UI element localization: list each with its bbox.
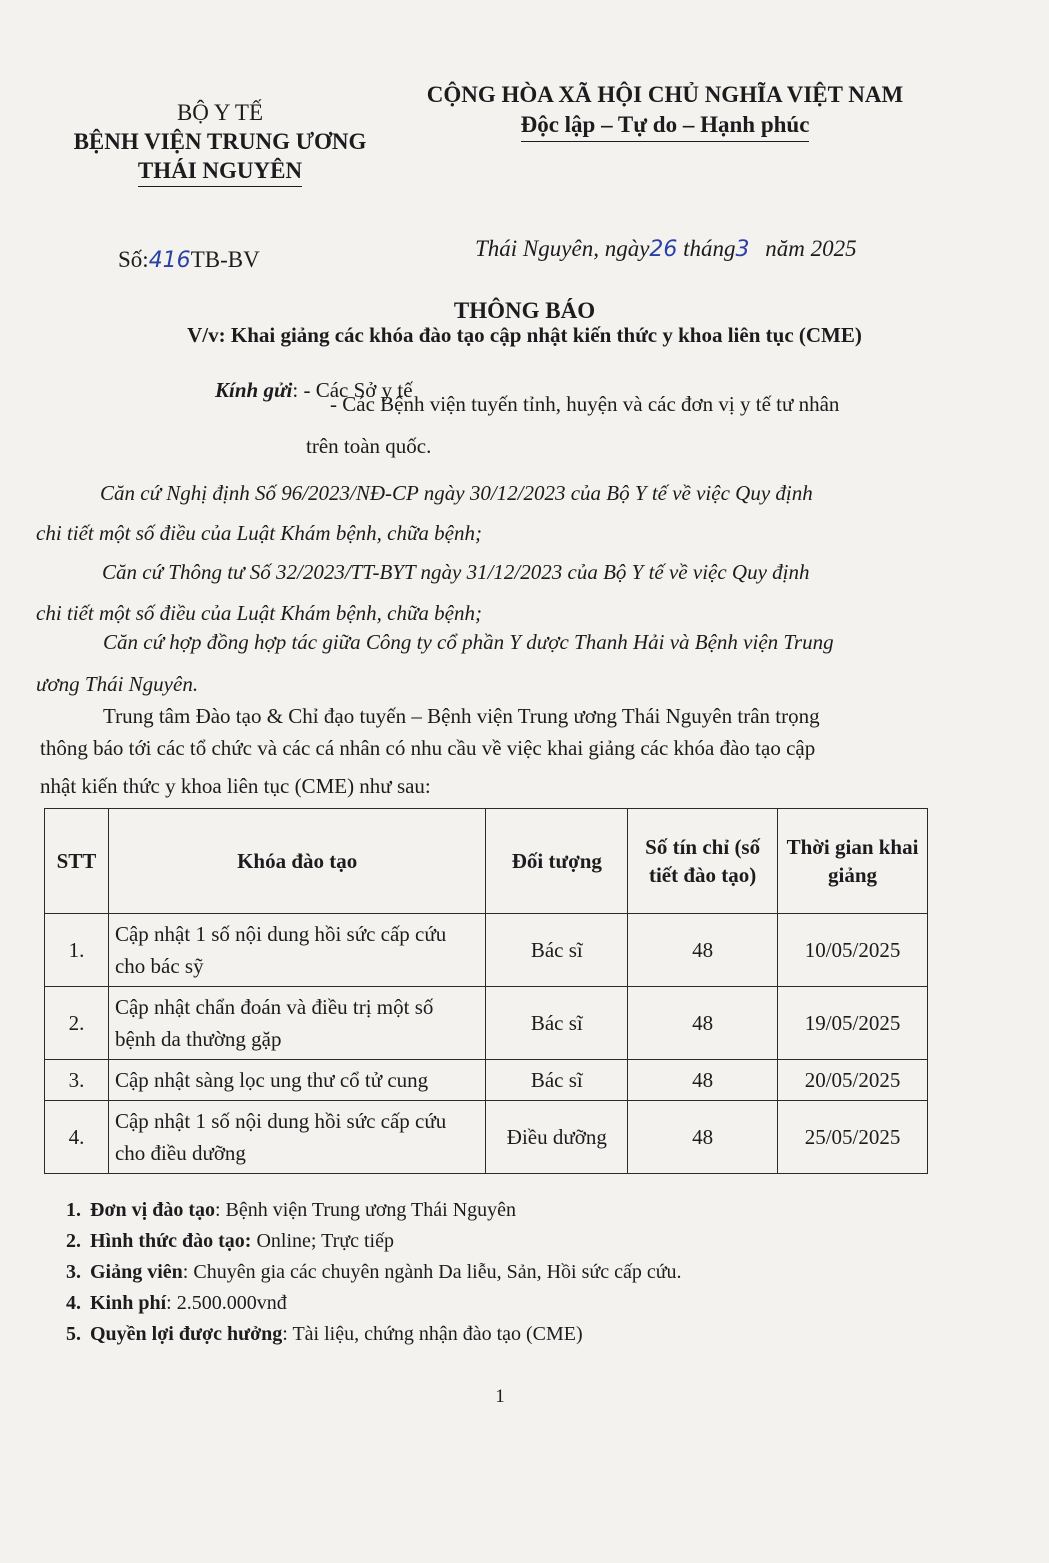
cell-target: Bác sĩ <box>486 914 628 987</box>
cell-start: 19/05/2025 <box>778 987 928 1060</box>
handwritten-number: 416 <box>148 248 191 273</box>
cell-stt: 3. <box>45 1060 109 1101</box>
document-title: THÔNG BÁO <box>453 298 596 323</box>
table-row <box>45 1060 928 1101</box>
info-label: Quyền lợi được hưởng <box>90 1323 283 1345</box>
header-start: Thời gian khai giảng <box>778 809 928 914</box>
page-number: 1 <box>495 1386 505 1407</box>
document-subject: V/v: Khai giảng các khóa đào tạo cập nhật kiến thức y khoa liên tục (CME) <box>187 323 862 347</box>
ministry-name: BỘ Y TẾ <box>176 100 264 125</box>
hospital-name-line1: BỆNH VIỆN TRUNG ƯƠNG <box>73 129 367 154</box>
year-label: năm 2025 <box>765 236 857 261</box>
list-item <box>86 1195 682 1226</box>
cell-stt: 4. <box>45 1101 109 1174</box>
basis-2-line2: chi tiết một số điều của Luật Khám bệnh, chữa bệnh; <box>36 601 482 625</box>
cell-target: Điều dưỡng <box>486 1101 628 1174</box>
basis-3-line1: Căn cứ hợp đồng hợp tác giữa Công ty cổ phần Y dược Thanh Hải và Bệnh viện Trung <box>103 630 834 654</box>
basis-2-line1: Căn cứ Thông tư Số 32/2023/TT-BYT ngày 31/12/2023 của Bộ Y tế về việc Quy định <box>102 560 810 584</box>
cell-start: 25/05/2025 <box>778 1101 928 1174</box>
info-value: : Tài liệu, chứng nhận đào tạo (CME) <box>282 1323 583 1345</box>
header-target: Đối tượng <box>486 809 628 914</box>
info-label: Kinh phí <box>90 1292 167 1314</box>
intro-line1: Trung tâm Đào tạo & Chỉ đạo tuyến – Bệnh viện Trung ương Thái Nguyên trân trọng <box>103 704 820 728</box>
table-row <box>45 987 928 1060</box>
info-value: : Bệnh viện Trung ương Thái Nguyên <box>214 1199 517 1221</box>
cell-course: Cập nhật chẩn đoán và điều trị một số bệnh da thường gặp <box>108 987 485 1060</box>
table-row <box>45 1101 928 1174</box>
info-value: Online; Trực tiếp <box>251 1230 394 1252</box>
header-stt: STT <box>45 809 109 914</box>
list-item <box>86 1288 682 1319</box>
date-place: Thái Nguyên, ngày <box>475 236 650 261</box>
info-label: Đơn vị đào tạo <box>90 1199 215 1221</box>
cell-start: 20/05/2025 <box>778 1060 928 1101</box>
course-info-list <box>52 1195 682 1350</box>
number-prefix: Số: <box>118 247 149 272</box>
cell-credits: 48 <box>628 1060 778 1101</box>
cell-credits: 48 <box>628 1101 778 1174</box>
table-header-row <box>45 809 928 914</box>
national-header <box>405 80 925 142</box>
header-credits: Số tín chỉ (số tiết đào tạo) <box>628 809 778 914</box>
list-item <box>86 1257 682 1288</box>
cell-course: Cập nhật 1 số nội dung hồi sức cấp cứu cho bác sỹ <box>108 914 485 987</box>
cell-target: Bác sĩ <box>486 1060 628 1101</box>
recipient-3: trên toàn quốc. <box>306 434 432 458</box>
list-item <box>86 1319 682 1350</box>
document-number <box>118 247 260 273</box>
month-label: tháng <box>683 236 736 261</box>
country-name: CỘNG HÒA XÃ HỘI CHỦ NGHĨA VIỆT NAM <box>426 82 904 107</box>
intro-line2: thông báo tới các tổ chức và các cá nhân có nhu cầu về việc khai giảng các khóa đào tạo cập <box>40 736 816 760</box>
info-label: Giảng viên <box>90 1261 183 1283</box>
info-value: : Chuyên gia các chuyên ngành Da liễu, Sản, Hồi sức cấp cứu. <box>182 1261 682 1283</box>
basis-3-line2: ương Thái Nguyên. <box>36 672 199 696</box>
basis-1-line1: Căn cứ Nghị định Số 96/2023/NĐ-CP ngày 30/12/2023 của Bộ Y tế về việc Quy định <box>100 481 813 505</box>
number-suffix: TB-BV <box>190 247 260 272</box>
issuer-block <box>50 98 390 187</box>
header-course: Khóa đào tạo <box>108 809 485 914</box>
handwritten-day: 26 <box>649 237 678 262</box>
cell-stt: 1. <box>45 914 109 987</box>
document-date <box>475 236 857 262</box>
info-label: Hình thức đào tạo: <box>90 1230 252 1252</box>
handwritten-month: 3 <box>735 237 750 262</box>
cell-credits: 48 <box>628 914 778 987</box>
recipient-1: : - Các Sở y tế <box>292 378 413 402</box>
cell-course: Cập nhật sàng lọc ung thư cổ tử cung <box>108 1060 485 1101</box>
course-table <box>44 808 928 1174</box>
basis-1-line2: chi tiết một số điều của Luật Khám bệnh, chữa bệnh; <box>36 521 482 545</box>
hospital-name-line2: THÁI NGUYÊN <box>138 156 302 187</box>
intro-line3: nhật kiến thức y khoa liên tục (CME) như sau: <box>40 774 431 798</box>
cell-target: Bác sĩ <box>486 987 628 1060</box>
recipient-2: - Các Bệnh viện tuyến tỉnh, huyện và các đơn vị y tế tư nhân <box>330 392 840 416</box>
recipients-label: Kính gửi <box>215 378 293 402</box>
cell-start: 10/05/2025 <box>778 914 928 987</box>
list-item <box>86 1226 682 1257</box>
info-value: : 2.500.000vnđ <box>166 1292 287 1314</box>
cell-stt: 2. <box>45 987 109 1060</box>
table-row <box>45 914 928 987</box>
cell-course: Cập nhật 1 số nội dung hồi sức cấp cứu cho điều dưỡng <box>108 1101 485 1174</box>
cell-credits: 48 <box>628 987 778 1060</box>
national-motto: Độc lập – Tự do – Hạnh phúc <box>521 110 810 142</box>
